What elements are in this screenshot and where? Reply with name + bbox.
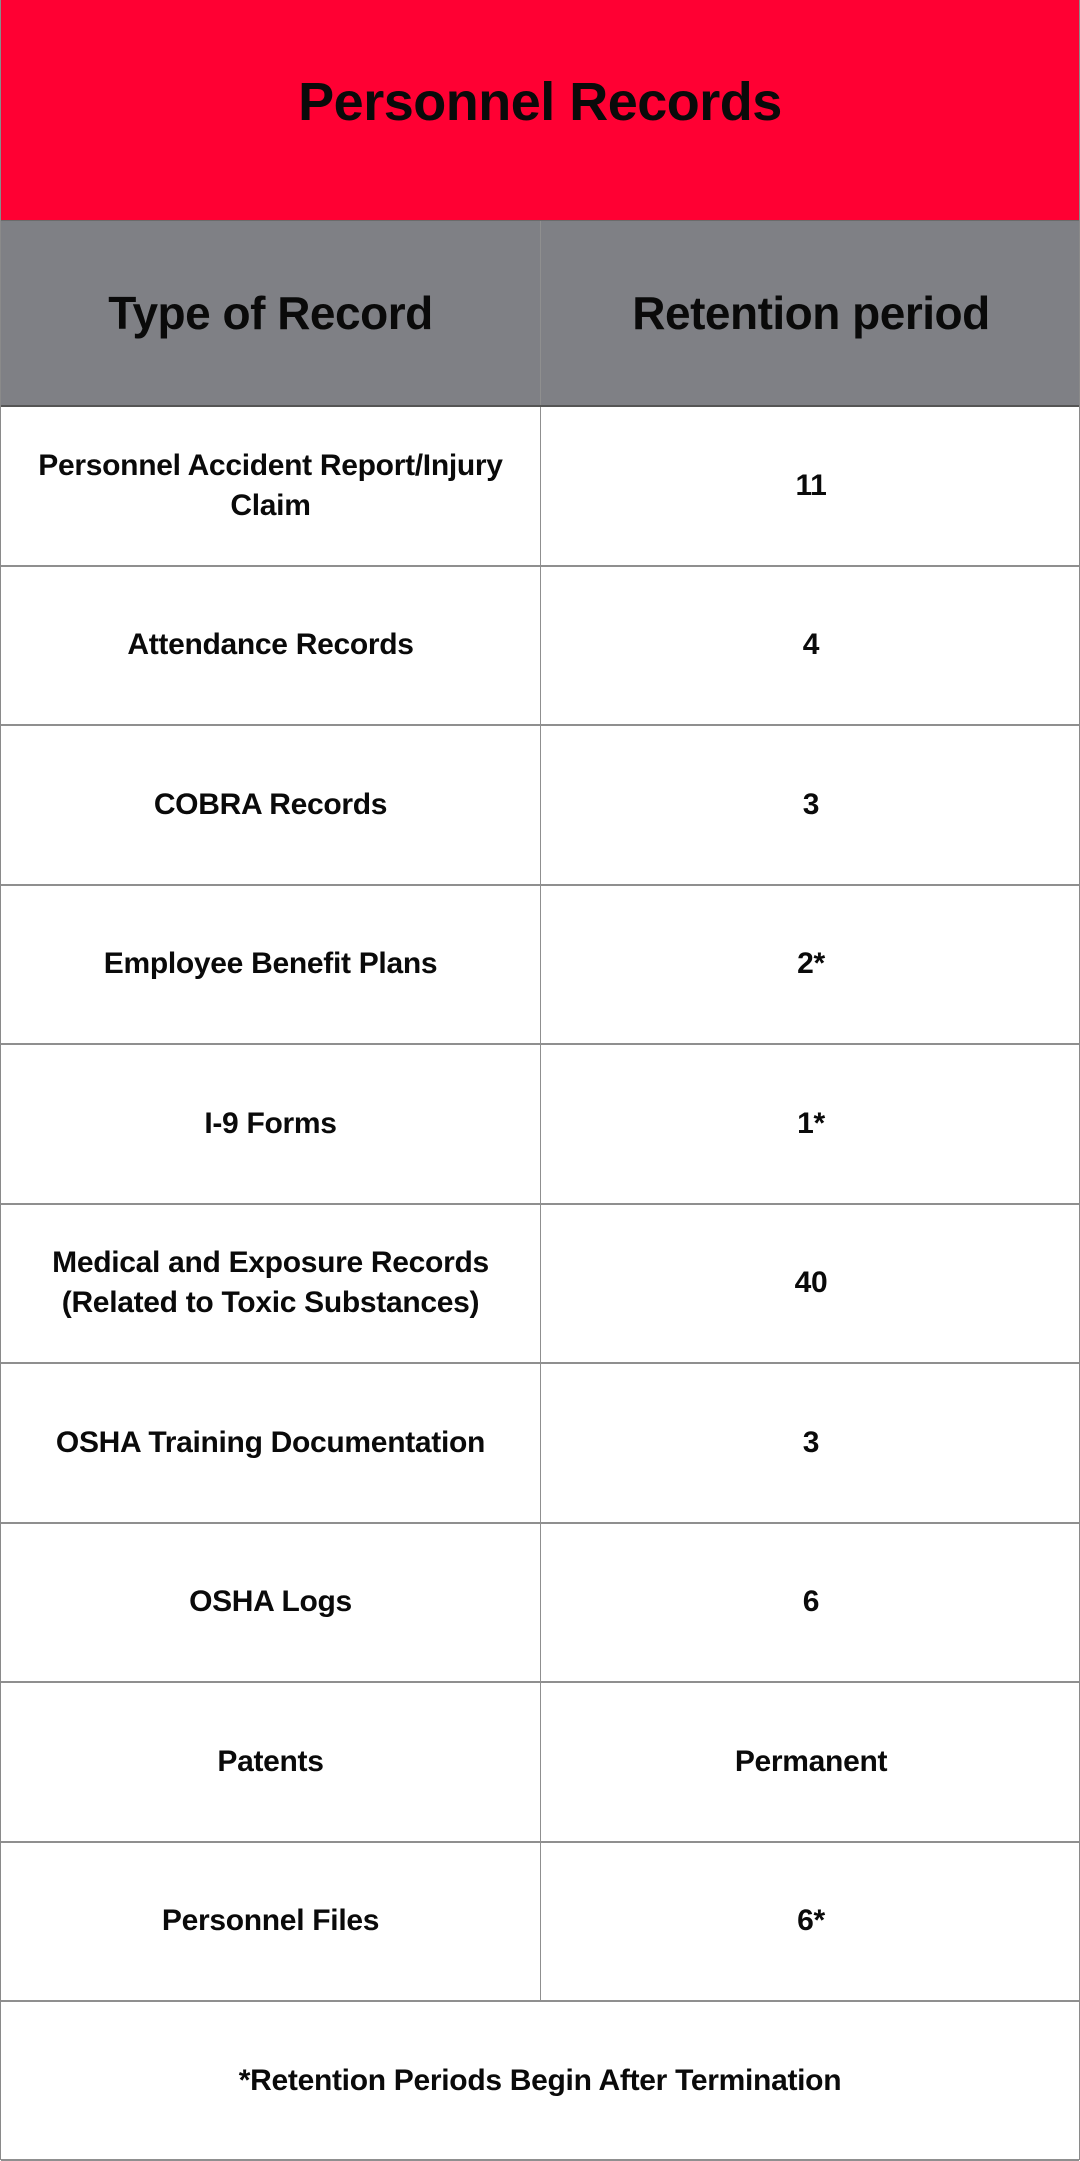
retention-period-cell: 6 — [802, 1585, 820, 1619]
table-row — [1, 1843, 1079, 2003]
table-header-row — [1, 221, 1079, 407]
column-header-retention-period: Retention period — [632, 287, 990, 339]
table-row — [1, 1045, 1079, 1205]
retention-period-cell: Permanent — [734, 1744, 888, 1778]
table-row — [1, 1683, 1079, 1843]
table-row — [1, 1524, 1079, 1684]
record-type-cell: OSHA Training Documentation — [1, 1364, 541, 1522]
page-title: Personnel Records — [298, 72, 782, 132]
table-row — [1, 1364, 1079, 1524]
record-type-cell: OSHA Logs — [1, 1524, 541, 1682]
record-type-cell: Personnel Accident Report/Injury Claim — [1, 407, 541, 565]
column-header-type-of-record: Type of Record — [1, 221, 541, 405]
table-row — [1, 407, 1079, 567]
footnote: *Retention Periods Begin After Termination — [1, 2002, 1079, 2161]
record-type-cell: COBRA Records — [1, 726, 541, 884]
retention-period-cell: 11 — [795, 468, 827, 502]
retention-period-cell: 3 — [802, 787, 820, 821]
retention-period-cell: 40 — [794, 1266, 828, 1300]
record-type-cell: Employee Benefit Plans — [1, 886, 541, 1044]
record-type-cell: Attendance Records — [1, 567, 541, 725]
table-row — [1, 1205, 1079, 1365]
retention-period-cell: 1* — [797, 1106, 825, 1140]
retention-period-cell: 4 — [802, 628, 820, 662]
title-banner — [1, 0, 1079, 221]
retention-period-cell: 3 — [802, 1425, 820, 1459]
retention-period-cell: 6* — [797, 1904, 825, 1938]
record-type-cell: Medical and Exposure Records (Related to Toxic Substances) — [1, 1205, 541, 1363]
table-row — [1, 567, 1079, 727]
record-type-cell: I-9 Forms — [1, 1045, 541, 1203]
record-type-cell: Patents — [1, 1683, 541, 1841]
table-row — [1, 726, 1079, 886]
retention-period-cell: 2* — [797, 947, 825, 981]
table-row — [1, 886, 1079, 1046]
record-type-cell: Personnel Files — [1, 1843, 541, 2001]
